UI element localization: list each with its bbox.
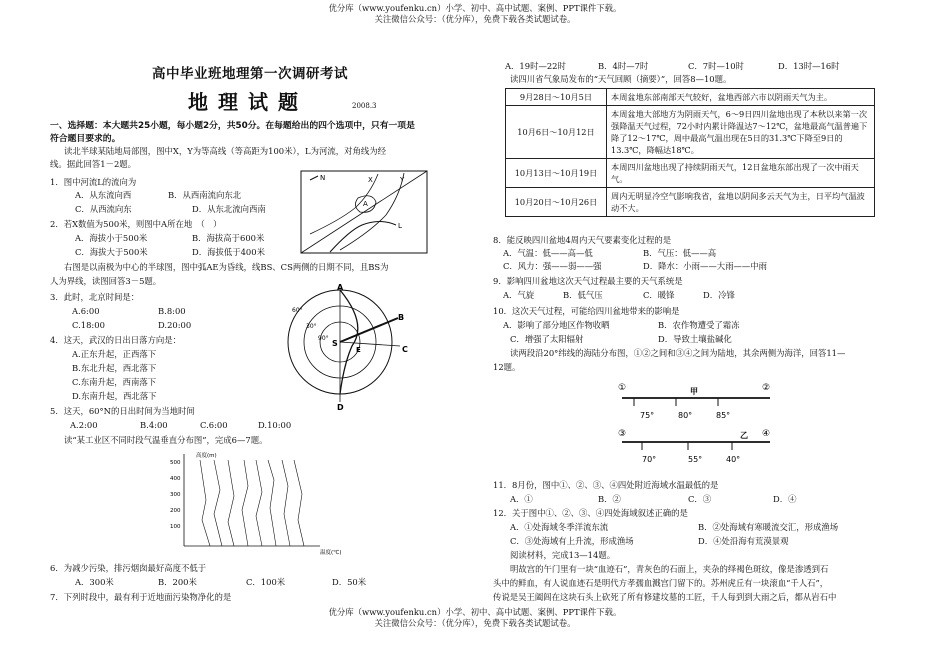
header-line-1: 优分库（www.youfenku.cn）小学、初中、高中试题、案例、PPT课件下载。 [328, 3, 622, 13]
q5-option-d: D.10:00 [258, 420, 292, 430]
intro-8-10: 读四川省气象局发布的“天气回顾（摘要）”，回答8—10题。 [510, 74, 732, 84]
q9-option-b: B．低气压 [563, 290, 603, 300]
q10-option-c: C．增强了太阳辐射 [510, 334, 584, 344]
q11-option-b: B．② [598, 494, 621, 504]
curve-2 [214, 460, 222, 546]
curve-4 [242, 460, 248, 546]
contour-map [300, 170, 428, 254]
q1-option-c: C．从西流向东 [75, 204, 132, 214]
q3-option-d: D.20:00 [158, 320, 192, 330]
intro-3-5-line2: 人为界线，读图回答3－5题。 [50, 276, 162, 286]
q10-option-d: D．导致土壤盐碱化 [658, 334, 732, 344]
ytick-100: 100 [170, 524, 181, 530]
intro-6-7: 读“某工业区不同时段气温垂直分布图”，完成6—7题。 [64, 435, 268, 445]
line-bs [340, 318, 398, 342]
intro-11-12-line2: 12题。 [493, 362, 521, 372]
q6-option-c: C．100米 [246, 577, 286, 587]
table-row [506, 106, 875, 159]
ytick-400: 400 [170, 476, 181, 482]
x-axis-label: 温度(℃) [320, 550, 342, 555]
q7-option-a: A．19时—22时 [505, 61, 566, 71]
ytick-300: 300 [170, 492, 181, 498]
q2-stem: 2．若X数值为500米，则图中A所在地 （ ） [50, 219, 222, 229]
q4-option-c: C.东南升起，西南落下 [72, 377, 157, 387]
section-heading: 一、选择题：本大题共25小题，每小题2分，共50分。在每题给出的四个选项中，只有一项是 [50, 121, 415, 131]
bot-lon-3: 40° [726, 455, 741, 464]
river-l [330, 222, 396, 253]
label-y: Y [400, 176, 405, 184]
q2-option-b: B．海拔高于600米 [192, 233, 265, 243]
q5-option-b: B.4:00 [140, 420, 168, 430]
q5-stem: 5．这天，60°N的日出时间为当地时间 [50, 406, 195, 416]
q1-stem: 1．图中河流L的流向为 [50, 177, 137, 187]
table-cell-text: 本周盆地大部地方为阴雨天气，6～9日四川盆地出现了本秋以来第一次强降温天气过程，72小时内累计降温达7～12℃，盆地最高气温普遍下降了12～17℃，周中最高气温出现在5日的31.3℃下降至9日的13.3℃，降幅达18℃。 [607, 106, 875, 159]
temperature-profile-chart [170, 450, 370, 555]
polar-diagram [282, 284, 422, 412]
intro-13-14-line0: 阅读材料，完成13—14题。 [510, 550, 616, 560]
q1-option-d: D．从东北流向西南 [192, 204, 266, 214]
y-axis-label: 高度(m) [196, 453, 217, 459]
top-lon-1: 75° [640, 411, 655, 420]
label-90: 90° [318, 335, 329, 342]
q10-option-a: A．影响了部分地区作物收晒 [503, 320, 610, 330]
q11-stem: 11．8月份，图中①、②、③、④四处附近海域水温最低的是 [493, 480, 719, 490]
intro-13-14-line3: 传说是吴王阖闾在这块石头上砍死了所有修建坟墓的工匠，千人每到到大雨之后，都从岩石中 [493, 592, 837, 602]
intro-13-14-line1: 明故宫的午门里有一块“血迹石”，青灰色的石面上，夹杂的绎褐色斑纹，像是渗透到石 [510, 564, 829, 574]
q9-option-a: A．气旋 [503, 290, 535, 300]
q12-option-d: D．④处沿海有荒漠景观 [698, 536, 789, 546]
table-cell-date: 9月28日～10月5日 [506, 89, 607, 106]
table-cell-date: 10月13日～10月19日 [506, 159, 607, 188]
q5-option-a: A.2:00 [70, 420, 98, 430]
q1-option-b: B．从西南流向东北 [168, 190, 242, 200]
label-s: S [332, 339, 338, 348]
q12-option-b: B．②处海域有寒暖流交汇，形成渔场 [698, 522, 839, 532]
table-row [506, 89, 875, 106]
q8-option-a: A．气温：低——高—低 [503, 248, 593, 258]
q12-stem: 12．关于图中①、②、③、④四处海域叙述正确的是 [493, 508, 688, 518]
q7-stem: 7．下列时段中，最有利于近地面污染物净化的是 [50, 592, 232, 602]
q11-option-d: D．④ [773, 494, 797, 504]
q8-option-d: D．降水：小雨——大雨——中雨 [643, 261, 767, 271]
label-x: X [368, 176, 373, 184]
table-row [506, 188, 875, 217]
q9-option-c: C．暖锋 [643, 290, 675, 300]
marker-1: ① [618, 383, 627, 393]
label-60: 60° [292, 307, 303, 314]
subject-title: 地理试题 [188, 90, 308, 114]
contour-y [340, 173, 404, 250]
q11-option-a: A．① [510, 494, 533, 504]
north-label: N [320, 174, 326, 182]
q12-option-c: C．③处海域有上升流，形成渔场 [510, 536, 634, 546]
q1-option-a: A．从东流向西 [75, 190, 132, 200]
q3-option-a: A.6:00 [72, 306, 100, 316]
q2-option-c: C．海拔大于500米 [75, 247, 148, 257]
label-jia: 甲 [690, 387, 698, 396]
q2-option-a: A．海拔小于500米 [75, 233, 148, 243]
q7-option-b: B．4时—7时 [598, 61, 649, 71]
marker-4: ④ [762, 429, 771, 439]
q9-stem: 9．影响四川盆地这次天气过程最主要的天气系统是 [493, 276, 683, 286]
table-cell-date: 10月6日～10月12日 [506, 106, 607, 159]
label-d: D [337, 403, 344, 412]
label-b: B [398, 313, 405, 322]
marker-2: ② [762, 383, 771, 393]
q3-stem: 3．此时，北京时间是： [50, 292, 140, 302]
top-lon-2: 80° [678, 411, 693, 420]
exam-title: 高中毕业班地理第一次调研考试 [152, 66, 348, 82]
q4-stem: 4．这天，武汉的日出日落方向是： [50, 335, 181, 345]
label-e: E [356, 346, 361, 354]
curve-5 [256, 460, 262, 546]
q7-option-d: D．13时—16时 [778, 61, 840, 71]
q12-option-a: A．①处海域冬季洋流东流 [510, 522, 609, 532]
intro-3-5-line1: 右图是以南极为中心的半球图，图中弧AE为昏线，线BS、CS两侧的日期不同，且BS为 [64, 262, 389, 272]
q11-option-c: C．③ [688, 494, 712, 504]
line-cs [340, 342, 400, 346]
weather-table [505, 88, 875, 217]
q7-option-c: C．7时—10时 [688, 61, 744, 71]
header-line-2: 关注微信公众号：（优分库），免费下载各类试题试卷。 [374, 14, 576, 24]
intro-1-2-line2: 线。据此回答1－2题。 [50, 159, 137, 169]
q6-option-d: D．50米 [332, 577, 367, 587]
q4-option-d: D.东南升起，西北落下 [72, 391, 157, 401]
q5-option-c: C.6:00 [200, 420, 228, 430]
footer-line-2: 关注微信公众号：（优分库），免费下载各类试题试卷。 [374, 618, 576, 628]
label-c: C [402, 345, 408, 354]
curve-3 [228, 460, 234, 546]
label-30: 30° [306, 323, 317, 330]
ytick-200: 200 [170, 508, 181, 514]
table-cell-text: 周内无明显冷空气影响我省，盆地以阴间多云天气为主，日平均气温波动不大。 [607, 188, 875, 217]
table-cell-text: 本周四川盆地出现了持续阴雨天气，12日盆地东部出现了一次中雨天气。 [607, 159, 875, 188]
q8-option-c: C．风力：强——弱——强 [503, 261, 602, 271]
latitude-map [612, 376, 782, 468]
q9-option-d: D．冷锋 [703, 290, 735, 300]
section-heading-2: 符合题目要求的。 [50, 134, 121, 144]
intro-13-14-line2: 头中的鲜血，有人说血迹石是明代方孝孺血溅宫门留下的。苏州虎丘有一块滚血“千人石”， [493, 578, 829, 588]
marker-3: ③ [618, 429, 627, 439]
ytick-500: 500 [170, 460, 181, 466]
top-lon-3: 85° [716, 411, 731, 420]
q3-option-b: B.8:00 [158, 306, 186, 316]
q8-stem: 8．能反映四川盆地4周内天气要素变化过程的是 [493, 235, 672, 245]
table-cell-text: 本周盆地东部南部天气较好，盆地西部六市以阴雨天气为主。 [607, 89, 875, 106]
intro-1-2-line1: 读北半球某陆地局部图，图中X，Y为等高线（等高距为100米），L为河流，对角线为经 [64, 146, 386, 156]
north-arrow [310, 176, 318, 180]
bot-lon-2: 55° [688, 455, 703, 464]
label-yi: 乙 [740, 431, 748, 440]
q8-option-b: B．气压：低——高 [643, 248, 717, 258]
curve-1 [200, 460, 210, 546]
q6-option-b: B．200米 [158, 577, 197, 587]
curve-8 [294, 460, 304, 546]
q4-option-a: A.正东升起，正西落下 [72, 349, 157, 359]
table-cell-date: 10月20日～10月26日 [506, 188, 607, 217]
q6-option-a: A．300米 [75, 577, 114, 587]
exam-date: 2008.3 [352, 102, 377, 110]
curve-7 [282, 460, 290, 546]
label-a: A [337, 284, 344, 292]
label-a: A [363, 200, 368, 208]
label-l: L [398, 222, 402, 230]
footer-line-1: 优分库（www.youfenku.cn）小学、初中、高中试题、案例、PPT课件下载。 [328, 607, 622, 617]
q6-stem: 6．为减少污染，排污烟囱最好高度不低于 [50, 563, 207, 573]
q10-stem: 10．这次天气过程，可能给四川盆地带来的影响是 [493, 306, 680, 316]
intro-11-12-line1: 读两段沿20°纬线的海陆分布图，①②之间和③④之间为陆地，其余两侧为海洋，回答11— [510, 348, 846, 358]
q3-option-c: C.18:00 [72, 320, 105, 330]
table-row [506, 159, 875, 188]
q10-option-b: B．农作物遭受了霜冻 [658, 320, 740, 330]
curve-6 [268, 460, 276, 546]
q2-option-d: D．海拔低于400米 [192, 247, 265, 257]
q4-option-b: B.东北升起，西北落下 [72, 363, 157, 373]
bot-lon-1: 70° [642, 455, 657, 464]
